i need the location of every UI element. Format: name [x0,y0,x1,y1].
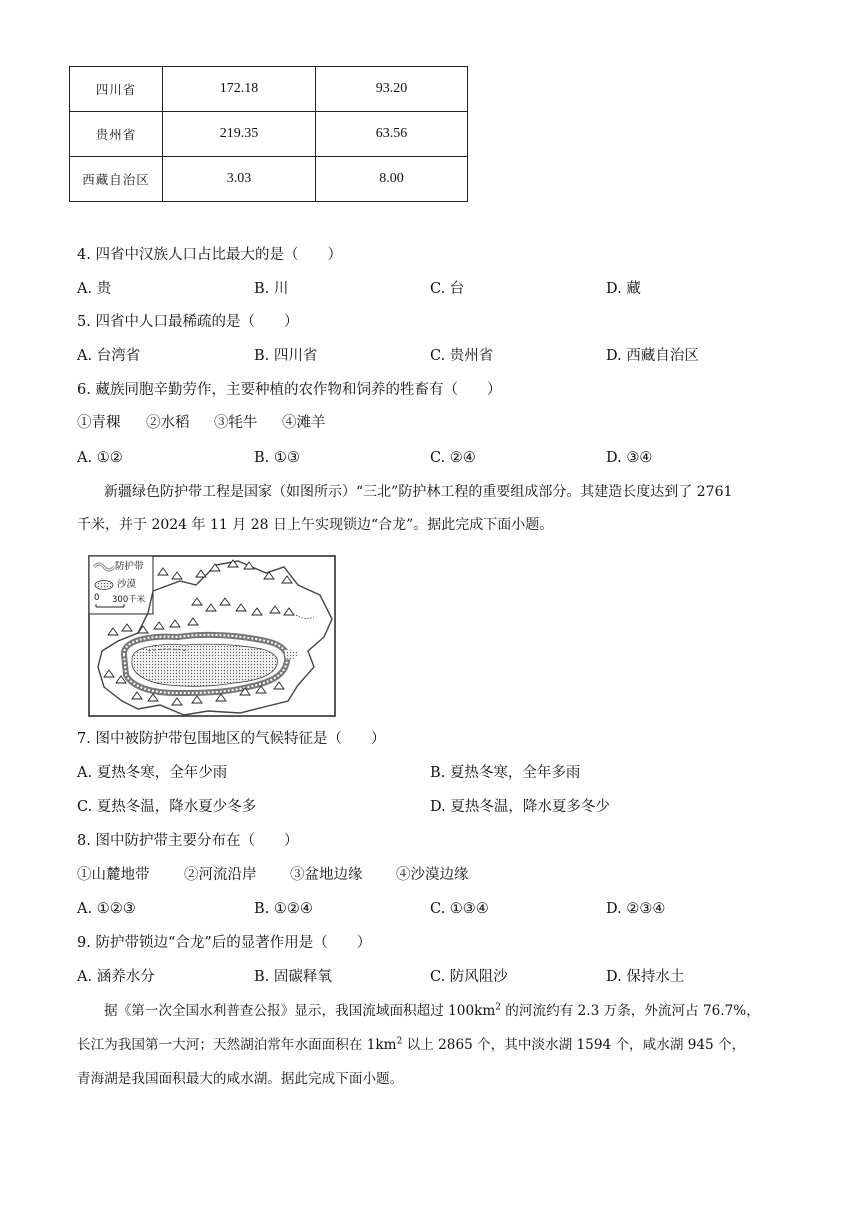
q8-option-c[interactable]: C. ①③④ [430,901,489,917]
q4-stem: 4. 四省中汉族人口占比最大的是（ ） [77,247,342,263]
q4-option-b[interactable]: B. 川 [254,281,289,297]
province-cell: 贵州省 [70,112,163,157]
q6-option-b[interactable]: B. ①③ [254,450,300,466]
q8-item: ①山麓地带 [77,867,150,883]
q6-item: ②水稻 [146,415,190,431]
q7-option-c[interactable]: C. 夏热冬温，降水夏少冬多 [77,799,257,815]
q4-option-d[interactable]: D. 藏 [606,281,641,297]
value-cell: 219.35 [163,112,316,157]
q5-option-a[interactable]: A. 台湾省 [77,348,141,364]
legend-belt-label: 防护带 [115,561,144,572]
value-cell: 8.00 [316,157,468,202]
q9-stem: 9. 防护带锁边“合龙”后的显著作用是（ ） [77,935,372,951]
value-cell: 93.20 [316,67,468,112]
q7-option-b[interactable]: B. 夏热冬寒，全年多雨 [430,765,581,781]
q7-option-a[interactable]: A. 夏热冬寒，全年少雨 [77,765,228,781]
q8-item: ②河流沿岸 [184,867,257,883]
q9-option-c[interactable]: C. 防风阻沙 [430,969,508,985]
q7-stem: 7. 图中被防护带包围地区的气候特征是（ ） [77,731,386,747]
passage2-line3: 青海湖是我国面积最大的咸水湖。据此完成下面小题。 [77,1071,404,1087]
q6-item: ①青稞 [77,415,121,431]
province-cell: 西藏自治区 [70,157,163,202]
q4-option-a[interactable]: A. 贵 [77,281,112,297]
q6-option-d[interactable]: D. ③④ [606,450,653,466]
table-row [70,112,468,157]
desert-legend-icon [95,581,113,590]
q5-stem: 5. 四省中人口最稀疏的是（ ） [77,314,299,330]
q6-item: ③牦牛 [214,415,258,431]
q5-option-c[interactable]: C. 贵州省 [430,348,494,364]
scale-value-label: 300千米 [112,595,146,605]
table-row [70,67,468,112]
passage1-line1: 新疆绿色防护带工程是国家（如图所示）“三北”防护林工程的重要组成部分。其建造长度达到了 2761 [104,484,733,500]
q9-option-d[interactable]: D. 保持水土 [606,969,685,985]
q9-option-b[interactable]: B. 固碳释氧 [254,969,332,985]
q8-stem: 8. 图中防护带主要分布在（ ） [77,833,299,849]
value-cell: 3.03 [163,157,316,202]
q8-item: ③盆地边缘 [290,867,363,883]
xinjiang-map [88,555,336,717]
q5-option-d[interactable]: D. 西藏自治区 [606,348,699,364]
q8-item: ④沙漠边缘 [396,867,469,883]
q8-option-d[interactable]: D. ②③④ [606,901,666,917]
q6-option-a[interactable]: A. ①② [77,450,123,466]
q6-item: ④滩羊 [282,415,326,431]
q8-option-b[interactable]: B. ①②④ [254,901,313,917]
province-cell: 四川省 [70,67,163,112]
population-table [69,66,468,202]
passage2-line1: 据《第一次全国水利普查公报》显示，我国流域面积超过 $100km^2$ 的河流约有 2.3 万条，外流河占 76.7%， [104,1002,760,1019]
passage2-line2: 长江为我国第一大河；天然湖泊常年水面面积在 $1km^2$ 以上 2865 个，其中淡水湖 1594 个，咸水湖 945 个， [77,1036,746,1053]
legend-desert-label: 沙漠 [117,579,137,590]
q8-option-a[interactable]: A. ①②③ [77,901,136,917]
q9-option-a[interactable]: A. 涵养水分 [77,969,155,985]
q6-stem: 6. 藏族同胞辛勤劳作，主要种植的农作物和饲养的牲畜有（ ） [77,382,502,398]
q4-option-c[interactable]: C. 台 [430,281,465,297]
q7-option-d[interactable]: D. 夏热冬温，降水夏多冬少 [430,799,610,815]
value-cell: 63.56 [316,112,468,157]
value-cell: 172.18 [163,67,316,112]
q5-option-b[interactable]: B. 四川省 [254,348,318,364]
q6-option-c[interactable]: C. ②④ [430,450,476,466]
scale-zero-label: 0 [94,593,100,603]
table-row [70,157,468,202]
passage1-line2: 千米，并于 2024 年 11 月 28 日上午实现锁边“合龙”。据此完成下面小题。 [77,517,554,533]
